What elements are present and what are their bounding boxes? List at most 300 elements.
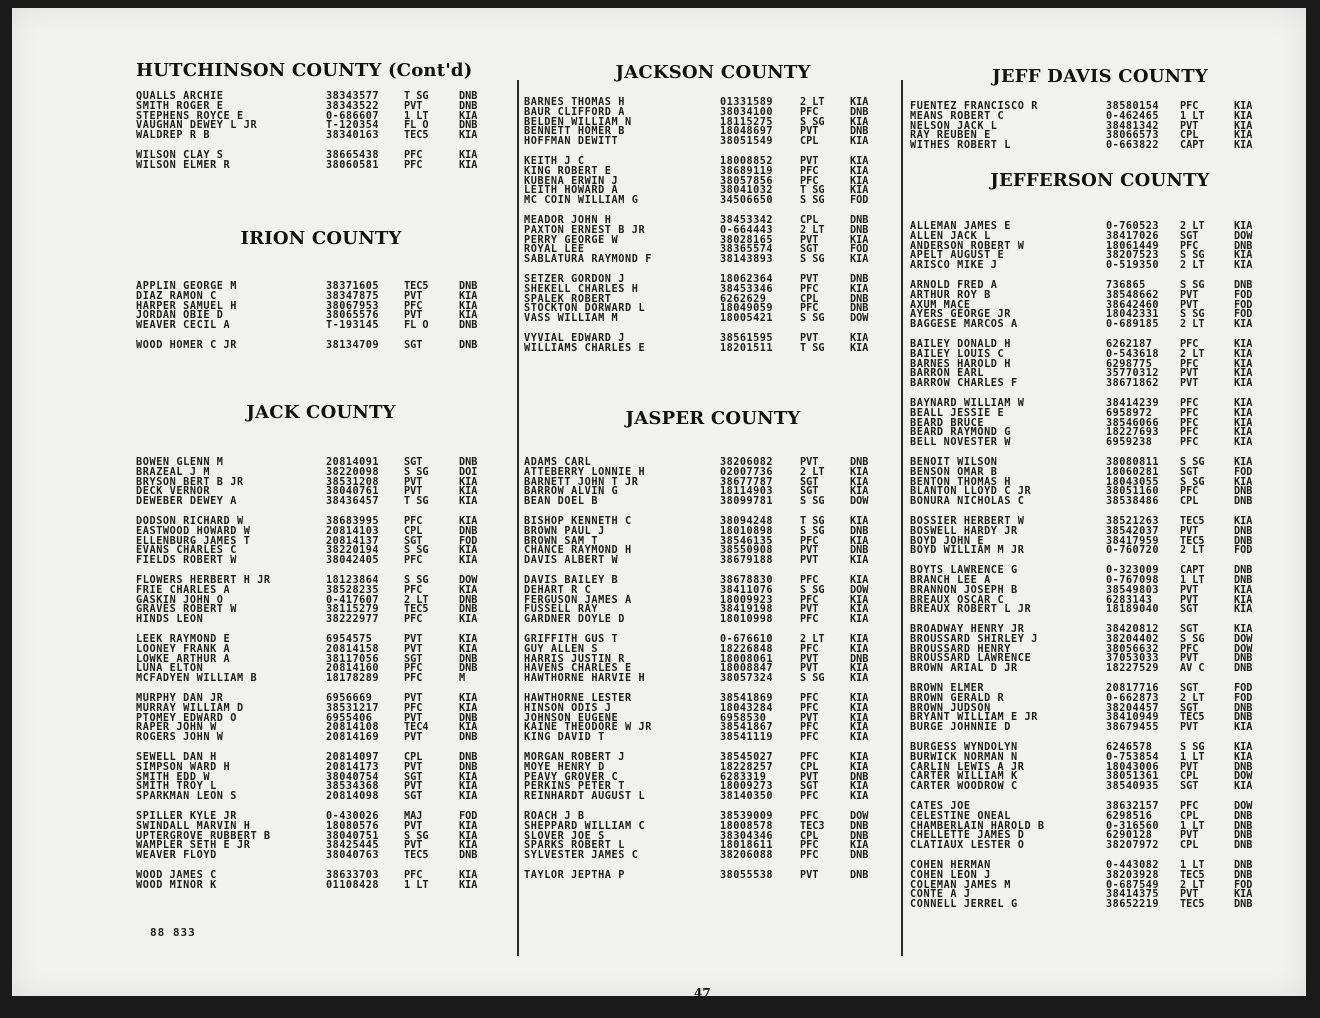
entry-name: BROADWAY HENRY JR xyxy=(910,624,1025,636)
entry-serial: 18049059 xyxy=(720,303,774,315)
entry-status: KIA xyxy=(850,283,869,295)
entry-status: KIA xyxy=(1234,624,1253,636)
list-item xyxy=(524,615,902,625)
entry-serial: 0-689185 xyxy=(1106,319,1160,331)
entry-serial: 18043006 xyxy=(1106,761,1160,773)
entry-status: KIA xyxy=(1234,130,1253,142)
list-item xyxy=(910,261,1290,271)
entry-name: SPALEK ROBERT xyxy=(524,293,612,305)
entry-name: BROUSSARD SHIRLEY J xyxy=(910,633,1038,645)
entry-status: KIA xyxy=(850,643,869,655)
entry-serial: 6955406 xyxy=(326,712,373,724)
entry-name: BLANTON LLOYD C JR xyxy=(910,486,1032,498)
entry-name: SIMPSON WARD H xyxy=(136,761,231,773)
entry-status: DNB xyxy=(1234,663,1253,675)
entry-status: KIA xyxy=(850,165,869,177)
entry-name: UPTERGROVE RUBBERT B xyxy=(136,830,271,842)
list-item xyxy=(910,141,1290,151)
entry-rank: PFC xyxy=(1180,240,1199,252)
entry-rank: 2 LT xyxy=(800,633,825,645)
column-1 xyxy=(136,8,506,996)
entry-status: DOI xyxy=(459,466,478,478)
entry-serial: 37053033 xyxy=(1106,653,1160,665)
page-number: 47 xyxy=(694,986,711,1000)
entry-serial: 6290128 xyxy=(1106,830,1153,842)
entry-name: LOWKE ARTHUR A xyxy=(136,653,231,665)
list-item xyxy=(524,871,902,881)
entry-status: KIA xyxy=(1234,889,1253,901)
entry-rank: PFC xyxy=(404,663,423,675)
entry-name: BAGGESE MARCOS A xyxy=(910,319,1018,331)
entry-rank: SGT xyxy=(404,535,423,547)
entry-serial: 18061449 xyxy=(1106,240,1160,252)
entry-serial: 18227693 xyxy=(1106,427,1160,439)
entry-name: JORDAN OBIE D xyxy=(136,310,224,322)
entry-rank: TEC5 xyxy=(1180,899,1205,911)
entry-serial: 38417026 xyxy=(1106,230,1160,242)
entry-status: KIA xyxy=(1234,378,1253,390)
entry-name: BARNETT JOHN T JR xyxy=(524,476,639,488)
entry-serial: 20814158 xyxy=(326,643,380,655)
entry-status: KIA xyxy=(1234,140,1253,152)
entry-serial: 6959238 xyxy=(1106,437,1153,449)
entry-serial: T-120354 xyxy=(326,120,380,132)
entry-status: KIA xyxy=(459,149,478,161)
entry-name: LEITH HOWARD A xyxy=(524,185,619,197)
entry-name: KING DAVID T xyxy=(524,732,605,744)
entry-rank: 2 LT xyxy=(1180,545,1205,557)
entry-rank: PFC xyxy=(1180,358,1199,370)
entry-rank: T SG xyxy=(404,91,429,102)
entry-serial: 6283143 xyxy=(1106,594,1153,606)
entry-name: CLATIAUX LESTER O xyxy=(910,840,1025,852)
list-item xyxy=(136,851,506,861)
entry-serial: 18114903 xyxy=(720,486,774,498)
entry-rank: S SG xyxy=(800,496,825,508)
entry-status: KIA xyxy=(850,136,869,148)
entry-name: WILLIAMS CHARLES E xyxy=(524,342,646,354)
entry-rank: PVT xyxy=(404,100,423,112)
entry-name: ANDERSON ROBERT W xyxy=(910,240,1025,252)
entry-rank: S SG xyxy=(404,830,429,842)
entry-name: BRAZEAL J M xyxy=(136,466,211,478)
entry-rank: CAPT xyxy=(1180,140,1205,152)
entry-serial: 38140350 xyxy=(720,791,774,803)
entry-status: DNB xyxy=(1234,830,1253,842)
entry-serial: 18060281 xyxy=(1106,466,1160,478)
entry-serial: 38347875 xyxy=(326,290,380,302)
entry-status: KIA xyxy=(1234,476,1253,488)
entry-serial: 38343577 xyxy=(326,91,380,102)
entry-rank: PVT xyxy=(1180,722,1199,734)
entry-name: BOYTS LAWRENCE G xyxy=(910,565,1018,577)
entry-rank: TEC5 xyxy=(1180,535,1205,547)
entry-serial: 18008061 xyxy=(720,653,774,665)
entry-serial: 6958972 xyxy=(1106,407,1153,419)
list-item xyxy=(136,131,506,141)
entry-status: KIA xyxy=(459,722,478,734)
entry-serial: 38419198 xyxy=(720,604,774,616)
entry-serial: 20814103 xyxy=(326,525,380,537)
list-item xyxy=(910,723,1290,733)
list-item xyxy=(524,344,902,354)
entry-rank: SGT xyxy=(1180,466,1199,478)
entry-status: FOD xyxy=(850,244,869,256)
entry-serial: 38057856 xyxy=(720,175,774,187)
entry-status: M xyxy=(459,673,466,685)
entry-rank: 1 LT xyxy=(404,879,429,891)
entry-name: STEPHENS ROYCE E xyxy=(136,110,244,122)
entry-serial: 38340163 xyxy=(326,130,380,142)
entry-name: BOSSIER HERBERT W xyxy=(910,515,1025,527)
entry-name: MEANS ROBERT C xyxy=(910,110,1005,122)
entry-rank: PVT xyxy=(800,126,819,138)
list-item xyxy=(910,782,1290,792)
entry-status: DNB xyxy=(850,126,869,138)
entry-status: KIA xyxy=(459,310,478,322)
entry-serial: 38453346 xyxy=(720,283,774,295)
list-item xyxy=(524,851,902,861)
entry-name: SABLATURA RAYMOND F xyxy=(524,254,652,266)
entry-status: KIA xyxy=(850,185,869,197)
entry-status: DNB xyxy=(459,761,478,773)
entry-status: DNB xyxy=(850,214,869,226)
casualty-list xyxy=(136,92,506,171)
county-heading: JASPER COUNTY xyxy=(625,408,801,429)
entry-serial: 18201511 xyxy=(720,342,774,354)
entry-name: SHEKELL CHARLES H xyxy=(524,283,639,295)
entry-status: KIA xyxy=(850,712,869,724)
county-heading: IRION COUNTY xyxy=(240,228,402,249)
entry-rank: PVT xyxy=(404,781,423,793)
entry-name: FUENTEZ FRANCISCO R xyxy=(910,101,1038,112)
entry-name: EVANS CHARLES C xyxy=(136,545,238,557)
entry-rank: CPL xyxy=(1180,840,1199,852)
entry-status: DNB xyxy=(459,320,478,332)
entry-status: DNB xyxy=(459,712,478,724)
entry-serial: 0-323009 xyxy=(1106,565,1160,577)
entry-serial: 6262187 xyxy=(1106,338,1153,350)
entry-status: KIA xyxy=(1234,348,1253,360)
entry-rank: 2 LT xyxy=(800,466,825,478)
entry-rank: S SG xyxy=(800,673,825,685)
entry-name: CONTE A J xyxy=(910,889,971,901)
entry-serial: 20814173 xyxy=(326,761,380,773)
entry-status: KIA xyxy=(1234,427,1253,439)
entry-status: DNB xyxy=(459,604,478,616)
entry-status: DNB xyxy=(1234,820,1253,832)
entry-serial: 0-519350 xyxy=(1106,260,1160,272)
entry-serial: 38425445 xyxy=(326,840,380,852)
entry-name: BURWICK NORMAN N xyxy=(910,751,1018,763)
entry-rank: PVT xyxy=(1180,889,1199,901)
entry-rank: PFC xyxy=(404,869,423,881)
entry-name: WALDREP R B xyxy=(136,130,211,142)
entry-name: KING ROBERT E xyxy=(524,165,612,177)
entry-serial: 38134709 xyxy=(326,339,380,351)
entry-rank: 1 LT xyxy=(1180,820,1205,832)
entry-serial: 0-686607 xyxy=(326,110,380,122)
entry-rank: PFC xyxy=(404,149,423,161)
entry-status: DNB xyxy=(1234,496,1253,508)
entry-status: KIA xyxy=(850,342,869,354)
entry-rank: TEC5 xyxy=(1180,712,1205,724)
entry-status: DNB xyxy=(1234,810,1253,822)
entry-serial: 38417959 xyxy=(1106,535,1160,547)
entry-name: HARRIS JUSTIN R xyxy=(524,653,626,665)
entry-name: DEHART R C xyxy=(524,584,592,596)
entry-name: BROWN PAUL J xyxy=(524,525,605,537)
entry-status: DNB xyxy=(1234,653,1253,665)
entry-status: KIA xyxy=(459,290,478,302)
entry-status: DNB xyxy=(850,303,869,315)
entry-name: SLOVER JOE S xyxy=(524,830,605,842)
entry-rank: PFC xyxy=(800,574,819,586)
entry-rank: PFC xyxy=(800,791,819,803)
entry-name: BARROW CHARLES F xyxy=(910,378,1018,390)
entry-serial: 18123864 xyxy=(326,574,380,586)
entry-rank: PFC xyxy=(800,614,819,626)
entry-rank: PFC xyxy=(1180,407,1199,419)
entry-rank: SGT xyxy=(1180,604,1199,616)
entry-rank: PVT xyxy=(1180,299,1199,311)
entry-status: DNB xyxy=(1234,535,1253,547)
entry-serial: 38677787 xyxy=(720,476,774,488)
entry-name: HINSON ODIS J xyxy=(524,702,612,714)
entry-serial: 18226848 xyxy=(720,643,774,655)
entry-name: PAXTON ERNEST B JR xyxy=(524,224,646,236)
entry-status: KIA xyxy=(850,732,869,744)
entry-serial: 38580154 xyxy=(1106,101,1160,112)
entry-rank: PVT xyxy=(800,663,819,675)
entry-status: KIA xyxy=(850,692,869,704)
entry-rank: FL O xyxy=(404,320,429,332)
entry-serial: 20814108 xyxy=(326,722,380,734)
entry-rank: PFC xyxy=(800,850,819,862)
entry-status: KIA xyxy=(1234,358,1253,370)
entry-status: KIA xyxy=(459,545,478,557)
entry-status: DOW xyxy=(1234,771,1253,783)
entry-name: HINDS LEON xyxy=(136,614,204,626)
county-heading: HUTCHINSON COUNTY (Cont'd) xyxy=(136,60,473,81)
entry-rank: PFC xyxy=(800,283,819,295)
entry-status: DNB xyxy=(459,281,478,292)
entry-status: KIA xyxy=(850,663,869,675)
entry-status: KIA xyxy=(850,751,869,763)
county-heading: JACK COUNTY xyxy=(246,402,396,423)
entry-rank: T SG xyxy=(404,496,429,508)
entry-rank: PFC xyxy=(1180,397,1199,409)
entry-rank: PFC xyxy=(800,175,819,187)
entry-serial: 38051160 xyxy=(1106,486,1160,498)
entry-name: LEEK RAYMOND E xyxy=(136,633,231,645)
entry-serial: 38548662 xyxy=(1106,289,1160,301)
entry-rank: PFC xyxy=(404,584,423,596)
entry-status: KIA xyxy=(459,840,478,852)
entry-status: DNB xyxy=(459,751,478,763)
entry-status: KIA xyxy=(850,97,869,108)
entry-rank: PVT xyxy=(800,555,819,567)
entry-status: KIA xyxy=(1234,742,1253,754)
entry-rank: PVT xyxy=(800,457,819,468)
entry-status: DNB xyxy=(1234,486,1253,498)
entry-rank: PFC xyxy=(404,159,423,171)
entry-name: HOFFMAN DEWITT xyxy=(524,136,619,148)
entry-rank: PVT xyxy=(404,692,423,704)
entry-status: FOD xyxy=(1234,466,1253,478)
entry-name: CHAMBERLAIN HAROLD B xyxy=(910,820,1045,832)
entry-status: DNB xyxy=(459,120,478,132)
entry-rank: PFC xyxy=(1180,417,1199,429)
entry-name: BELL NOVESTER W xyxy=(910,437,1012,449)
entry-rank: T SG xyxy=(800,185,825,197)
entry-rank: PVT xyxy=(404,840,423,852)
entry-status: KIA xyxy=(459,791,478,803)
entry-serial: 02007736 xyxy=(720,466,774,478)
entry-status: KIA xyxy=(1234,338,1253,350)
entry-status: KIA xyxy=(850,515,869,527)
entry-name: DECK VERNOR xyxy=(136,486,211,498)
entry-status: DNB xyxy=(850,273,869,285)
entry-name: BURGE JOHNNIE D xyxy=(910,722,1012,734)
entry-serial: 0-662873 xyxy=(1106,692,1160,704)
entry-status: KIA xyxy=(850,116,869,128)
entry-name: BONURA NICHOLAS C xyxy=(910,496,1025,508)
entry-serial: 38550908 xyxy=(720,545,774,557)
entry-status: DNB xyxy=(850,830,869,842)
entry-serial: 0-687549 xyxy=(1106,879,1160,891)
entry-rank: PFC xyxy=(800,702,819,714)
entry-rank: PFC xyxy=(404,614,423,626)
entry-serial: 38057324 xyxy=(720,673,774,685)
entry-serial: 38080811 xyxy=(1106,456,1160,468)
entry-name: BISHOP KENNETH C xyxy=(524,515,632,527)
entry-name: BRYSON BERT B JR xyxy=(136,476,244,488)
entry-status: KIA xyxy=(459,110,478,122)
entry-status: DNB xyxy=(850,293,869,305)
entry-name: BEALL JESSIE E xyxy=(910,407,1005,419)
entry-name: BREAUX ROBERT L JR xyxy=(910,604,1032,616)
entry-name: CELESTINE ONEAL xyxy=(910,810,1012,822)
entry-name: CATES JOE xyxy=(910,801,971,813)
entry-serial: 0-417607 xyxy=(326,594,380,606)
entry-status: KIA xyxy=(459,584,478,596)
entry-name: BROWN ELMER xyxy=(910,683,985,695)
list-item xyxy=(524,674,902,684)
entry-rank: 2 LT xyxy=(404,594,429,606)
entry-status: DNB xyxy=(1234,899,1253,911)
entry-rank: PFC xyxy=(800,732,819,744)
entry-name: SPARKS ROBERT L xyxy=(524,840,626,852)
entry-serial: 18005421 xyxy=(720,313,774,325)
entry-name: RAY REUBEN E xyxy=(910,130,991,142)
entry-rank: 1 LT xyxy=(1180,751,1205,763)
entry-name: BURGESS WYNDOLYN xyxy=(910,742,1018,754)
entry-serial: 34506650 xyxy=(720,195,774,207)
entry-status: DNB xyxy=(459,91,478,102)
entry-serial: 0-430026 xyxy=(326,810,380,822)
entry-serial: 18009923 xyxy=(720,594,774,606)
entry-rank: PFC xyxy=(800,165,819,177)
entry-rank: PVT xyxy=(800,604,819,616)
entry-serial: 38521263 xyxy=(1106,515,1160,527)
entry-status: KIA xyxy=(459,555,478,567)
entry-rank: 2 LT xyxy=(1180,260,1205,272)
entry-rank: S SG xyxy=(1180,742,1205,754)
list-item xyxy=(136,615,506,625)
entry-status: FOD xyxy=(1234,309,1253,321)
entry-status: KIA xyxy=(459,130,478,142)
entry-serial: 38304346 xyxy=(720,830,774,842)
entry-name: CHANCE RAYMOND H xyxy=(524,545,632,557)
entry-status: KIA xyxy=(1234,110,1253,122)
entry-name: JOHNSON EUGENE xyxy=(524,712,619,724)
entry-name: BARNES HAROLD H xyxy=(910,358,1012,370)
entry-serial: 38481342 xyxy=(1106,120,1160,132)
entry-serial: 01331589 xyxy=(720,97,774,108)
list-item xyxy=(136,733,506,743)
entry-serial: 20817716 xyxy=(1106,683,1160,695)
entry-serial: 0-543618 xyxy=(1106,348,1160,360)
entry-rank: PVT xyxy=(1180,120,1199,132)
entry-name: ROYAL LEE xyxy=(524,244,585,256)
entry-status: KIA xyxy=(850,476,869,488)
entry-name: ROACH J B xyxy=(524,810,585,822)
entry-serial: 38561595 xyxy=(720,332,774,344)
entry-rank: S SG xyxy=(800,313,825,325)
entry-serial: 18043055 xyxy=(1106,476,1160,488)
entry-name: SHEPPARD WILLIAM C xyxy=(524,820,646,832)
entry-serial: 0-760720 xyxy=(1106,545,1160,557)
entry-name: HARPER SAMUEL H xyxy=(136,300,238,312)
entry-name: EASTWOOD HOWARD W xyxy=(136,525,251,537)
entry-serial: 38060581 xyxy=(326,159,380,171)
list-item xyxy=(910,900,1290,910)
entry-status: KIA xyxy=(459,830,478,842)
entry-serial: 0-663822 xyxy=(1106,140,1160,152)
entry-serial: 6298516 xyxy=(1106,810,1153,822)
entry-rank: PFC xyxy=(1180,643,1199,655)
entry-rank: SGT xyxy=(404,791,423,803)
entry-serial: 38689119 xyxy=(720,165,774,177)
entry-name: CARTER WOODROW C xyxy=(910,781,1018,793)
entry-status: DNB xyxy=(850,106,869,118)
entry-rank: S SG xyxy=(404,574,429,586)
entry-rank: S SG xyxy=(800,116,825,128)
entry-serial: 38040761 xyxy=(326,486,380,498)
list-item xyxy=(136,792,506,802)
entry-status: KIA xyxy=(850,155,869,167)
entry-name: SMITH TROY L xyxy=(136,781,217,793)
entry-status: KIA xyxy=(1234,751,1253,763)
entry-status: FOD xyxy=(1234,879,1253,891)
casualty-list xyxy=(524,458,902,881)
entry-rank: 1 LT xyxy=(1180,110,1205,122)
entry-status: KIA xyxy=(459,300,478,312)
entry-rank: PVT xyxy=(404,290,423,302)
entry-status: DNB xyxy=(459,339,478,351)
entry-rank: S SG xyxy=(1180,279,1205,291)
entry-serial: 38540935 xyxy=(1106,781,1160,793)
entry-serial: 18008578 xyxy=(720,820,774,832)
column-3 xyxy=(910,8,1290,996)
entry-name: ARTHUR ROY B xyxy=(910,289,991,301)
casualty-list xyxy=(910,102,1290,151)
entry-serial: 38411076 xyxy=(720,584,774,596)
entry-rank: SGT xyxy=(404,771,423,783)
entry-rank: PVT xyxy=(1180,368,1199,380)
entry-name: BOSWELL HARDY JR xyxy=(910,525,1018,537)
